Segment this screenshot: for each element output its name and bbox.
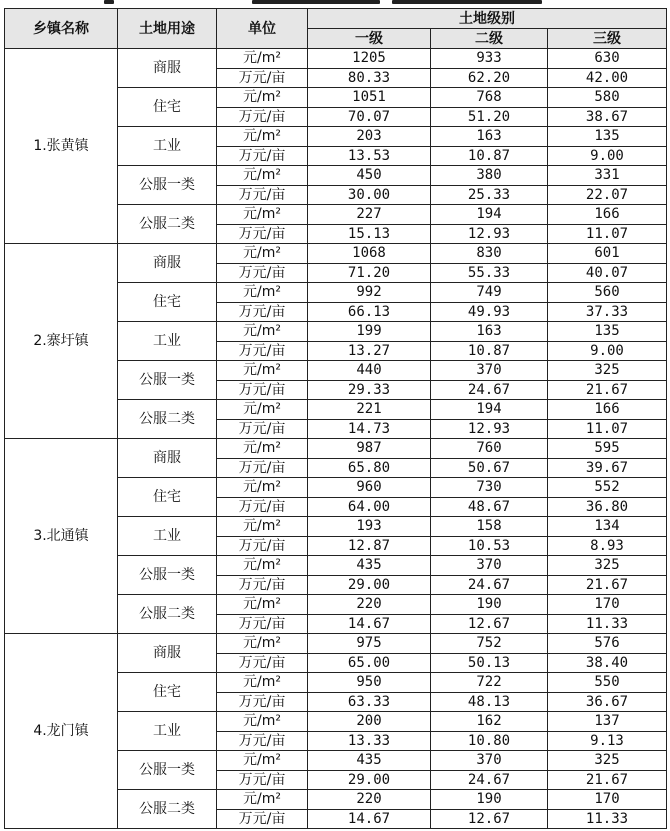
price-cell-grade-3: 595 [548,439,667,459]
price-cell-grade-2: 760 [431,439,548,459]
unit-cell: 元/m² [217,595,308,615]
price-cell-grade-3: 170 [548,790,667,810]
unit-cell: 万元/亩 [217,614,308,634]
price-cell-grade-3: 9.13 [548,731,667,751]
price-cell-grade-2: 933 [431,49,548,69]
price-cell-grade-2: 10.53 [431,536,548,556]
price-cell-grade-2: 194 [431,205,548,225]
header-grade-1: 一级 [308,29,431,49]
land-use-cell: 住宅 [118,283,217,322]
unit-cell: 万元/亩 [217,341,308,361]
price-cell-grade-2: 48.67 [431,497,548,517]
price-cell-grade-2: 48.13 [431,692,548,712]
price-cell-grade-3: 11.33 [548,809,667,829]
price-cell-grade-1: 200 [308,712,431,732]
price-cell-grade-1: 435 [308,751,431,771]
price-cell-grade-3: 325 [548,556,667,576]
price-cell-grade-2: 24.67 [431,575,548,595]
land-use-cell: 工业 [118,127,217,166]
unit-cell: 元/m² [217,673,308,693]
header-land-grade: 土地级别 [308,9,667,29]
header-unit: 单位 [217,9,308,49]
unit-cell: 万元/亩 [217,536,308,556]
price-cell-grade-2: 62.20 [431,68,548,88]
price-cell-grade-3: 36.67 [548,692,667,712]
unit-cell: 元/m² [217,439,308,459]
land-use-cell: 公服一类 [118,751,217,790]
price-cell-grade-3: 560 [548,283,667,303]
price-cell-grade-3: 36.80 [548,497,667,517]
price-cell-grade-2: 190 [431,790,548,810]
unit-cell: 万元/亩 [217,692,308,712]
unit-cell: 元/m² [217,127,308,147]
table-row [5,244,667,264]
price-cell-grade-1: 975 [308,634,431,654]
unit-cell: 万元/亩 [217,380,308,400]
price-cell-grade-1: 227 [308,205,431,225]
unit-cell: 万元/亩 [217,809,308,829]
unit-cell: 元/m² [217,322,308,342]
price-cell-grade-1: 450 [308,166,431,186]
price-cell-grade-2: 768 [431,88,548,108]
price-cell-grade-2: 25.33 [431,185,548,205]
unit-cell: 元/m² [217,634,308,654]
price-cell-grade-3: 11.33 [548,614,667,634]
unit-cell: 万元/亩 [217,185,308,205]
price-cell-grade-1: 1205 [308,49,431,69]
price-cell-grade-3: 21.67 [548,380,667,400]
price-cell-grade-1: 65.00 [308,653,431,673]
price-cell-grade-3: 9.00 [548,146,667,166]
price-cell-grade-2: 194 [431,400,548,420]
price-cell-grade-2: 752 [431,634,548,654]
price-cell-grade-2: 830 [431,244,548,264]
header-grade-3: 三级 [548,29,667,49]
unit-cell: 元/m² [217,49,308,69]
price-cell-grade-2: 24.67 [431,770,548,790]
unit-cell: 万元/亩 [217,224,308,244]
price-cell-grade-1: 950 [308,673,431,693]
price-cell-grade-2: 380 [431,166,548,186]
unit-cell: 元/m² [217,712,308,732]
land-use-cell: 商服 [118,49,217,88]
unit-cell: 元/m² [217,517,308,537]
price-cell-grade-1: 15.13 [308,224,431,244]
price-cell-grade-2: 10.80 [431,731,548,751]
price-cell-grade-1: 12.87 [308,536,431,556]
price-cell-grade-2: 50.67 [431,458,548,478]
price-cell-grade-1: 221 [308,400,431,420]
unit-cell: 元/m² [217,88,308,108]
header-land-use: 土地用途 [118,9,217,49]
price-cell-grade-1: 70.07 [308,107,431,127]
unit-cell: 元/m² [217,166,308,186]
price-cell-grade-2: 50.13 [431,653,548,673]
price-cell-grade-1: 64.00 [308,497,431,517]
town-name-cell: 2.寨圩镇 [5,244,118,439]
price-cell-grade-3: 325 [548,361,667,381]
price-cell-grade-2: 749 [431,283,548,303]
price-cell-grade-2: 190 [431,595,548,615]
unit-cell: 元/m² [217,400,308,420]
land-use-cell: 公服一类 [118,166,217,205]
price-cell-grade-2: 730 [431,478,548,498]
price-cell-grade-1: 63.33 [308,692,431,712]
price-cell-grade-1: 29.33 [308,380,431,400]
land-use-cell: 公服二类 [118,595,217,634]
price-cell-grade-3: 552 [548,478,667,498]
header-town: 乡镇名称 [5,9,118,49]
price-cell-grade-3: 42.00 [548,68,667,88]
price-cell-grade-1: 220 [308,595,431,615]
price-cell-grade-3: 331 [548,166,667,186]
table-row [5,634,667,654]
land-use-cell: 住宅 [118,478,217,517]
price-cell-grade-3: 21.67 [548,575,667,595]
land-use-cell: 公服二类 [118,400,217,439]
unit-cell: 万元/亩 [217,770,308,790]
price-cell-grade-3: 11.07 [548,419,667,439]
price-cell-grade-1: 29.00 [308,770,431,790]
price-cell-grade-1: 1051 [308,88,431,108]
unit-cell: 万元/亩 [217,653,308,673]
unit-cell: 万元/亩 [217,419,308,439]
price-cell-grade-3: 135 [548,127,667,147]
town-name-cell: 1.张黄镇 [5,49,118,244]
unit-cell: 万元/亩 [217,146,308,166]
price-cell-grade-2: 10.87 [431,341,548,361]
price-cell-grade-2: 51.20 [431,107,548,127]
table-row [5,439,667,459]
price-cell-grade-1: 14.67 [308,809,431,829]
price-cell-grade-2: 370 [431,361,548,381]
unit-cell: 万元/亩 [217,731,308,751]
price-cell-grade-3: 39.67 [548,458,667,478]
price-cell-grade-2: 162 [431,712,548,732]
price-cell-grade-1: 220 [308,790,431,810]
price-cell-grade-1: 987 [308,439,431,459]
land-use-cell: 工业 [118,712,217,751]
land-use-cell: 商服 [118,439,217,478]
price-cell-grade-2: 163 [431,127,548,147]
price-cell-grade-2: 370 [431,751,548,771]
price-cell-grade-3: 38.67 [548,107,667,127]
price-cell-grade-1: 440 [308,361,431,381]
price-cell-grade-3: 166 [548,400,667,420]
price-cell-grade-2: 10.87 [431,146,548,166]
land-use-cell: 公服二类 [118,205,217,244]
unit-cell: 万元/亩 [217,497,308,517]
price-cell-grade-3: 8.93 [548,536,667,556]
price-cell-grade-1: 29.00 [308,575,431,595]
price-cell-grade-3: 601 [548,244,667,264]
price-cell-grade-2: 24.67 [431,380,548,400]
cropped-table-caption [0,0,670,8]
unit-cell: 万元/亩 [217,458,308,478]
table-header [5,9,667,49]
price-cell-grade-2: 158 [431,517,548,537]
price-cell-grade-3: 37.33 [548,302,667,322]
price-cell-grade-3: 134 [548,517,667,537]
land-use-cell: 公服二类 [118,790,217,829]
unit-cell: 元/m² [217,205,308,225]
price-cell-grade-1: 71.20 [308,263,431,283]
price-cell-grade-3: 170 [548,595,667,615]
price-cell-grade-1: 199 [308,322,431,342]
price-cell-grade-2: 370 [431,556,548,576]
price-cell-grade-1: 203 [308,127,431,147]
price-cell-grade-1: 13.27 [308,341,431,361]
land-use-cell: 工业 [118,517,217,556]
land-use-cell: 公服一类 [118,556,217,595]
price-cell-grade-3: 550 [548,673,667,693]
price-cell-grade-2: 163 [431,322,548,342]
town-name-cell: 4.龙门镇 [5,634,118,829]
price-cell-grade-1: 30.00 [308,185,431,205]
price-cell-grade-1: 992 [308,283,431,303]
price-cell-grade-1: 80.33 [308,68,431,88]
price-cell-grade-3: 40.07 [548,263,667,283]
price-cell-grade-1: 66.13 [308,302,431,322]
price-cell-grade-1: 13.33 [308,731,431,751]
unit-cell: 元/m² [217,790,308,810]
price-cell-grade-2: 49.93 [431,302,548,322]
price-cell-grade-3: 580 [548,88,667,108]
price-cell-grade-3: 576 [548,634,667,654]
price-cell-grade-2: 12.67 [431,809,548,829]
price-cell-grade-3: 22.07 [548,185,667,205]
price-cell-grade-1: 960 [308,478,431,498]
header-grade-2: 二级 [431,29,548,49]
price-cell-grade-3: 38.40 [548,653,667,673]
land-use-cell: 工业 [118,322,217,361]
unit-cell: 元/m² [217,283,308,303]
table-body [5,49,667,829]
price-cell-grade-2: 12.93 [431,224,548,244]
unit-cell: 元/m² [217,244,308,264]
price-cell-grade-3: 21.67 [548,770,667,790]
price-cell-grade-3: 630 [548,49,667,69]
land-use-cell: 商服 [118,634,217,673]
land-price-table [4,8,667,829]
price-cell-grade-1: 13.53 [308,146,431,166]
price-cell-grade-1: 14.73 [308,419,431,439]
price-cell-grade-3: 325 [548,751,667,771]
price-cell-grade-1: 435 [308,556,431,576]
town-name-cell: 3.北通镇 [5,439,118,634]
unit-cell: 元/m² [217,361,308,381]
price-cell-grade-3: 166 [548,205,667,225]
land-use-cell: 住宅 [118,673,217,712]
unit-cell: 万元/亩 [217,68,308,88]
price-cell-grade-1: 14.67 [308,614,431,634]
price-cell-grade-2: 722 [431,673,548,693]
land-use-cell: 住宅 [118,88,217,127]
land-use-cell: 商服 [118,244,217,283]
unit-cell: 万元/亩 [217,263,308,283]
land-use-cell: 公服一类 [118,361,217,400]
price-cell-grade-2: 12.67 [431,614,548,634]
unit-cell: 元/m² [217,478,308,498]
unit-cell: 元/m² [217,751,308,771]
unit-cell: 万元/亩 [217,575,308,595]
price-cell-grade-1: 1068 [308,244,431,264]
unit-cell: 元/m² [217,556,308,576]
price-cell-grade-3: 9.00 [548,341,667,361]
price-cell-grade-2: 55.33 [431,263,548,283]
table-row [5,49,667,69]
price-cell-grade-3: 11.07 [548,224,667,244]
price-cell-grade-3: 137 [548,712,667,732]
price-cell-grade-1: 193 [308,517,431,537]
unit-cell: 万元/亩 [217,107,308,127]
price-cell-grade-3: 135 [548,322,667,342]
price-cell-grade-2: 12.93 [431,419,548,439]
price-cell-grade-1: 65.80 [308,458,431,478]
unit-cell: 万元/亩 [217,302,308,322]
